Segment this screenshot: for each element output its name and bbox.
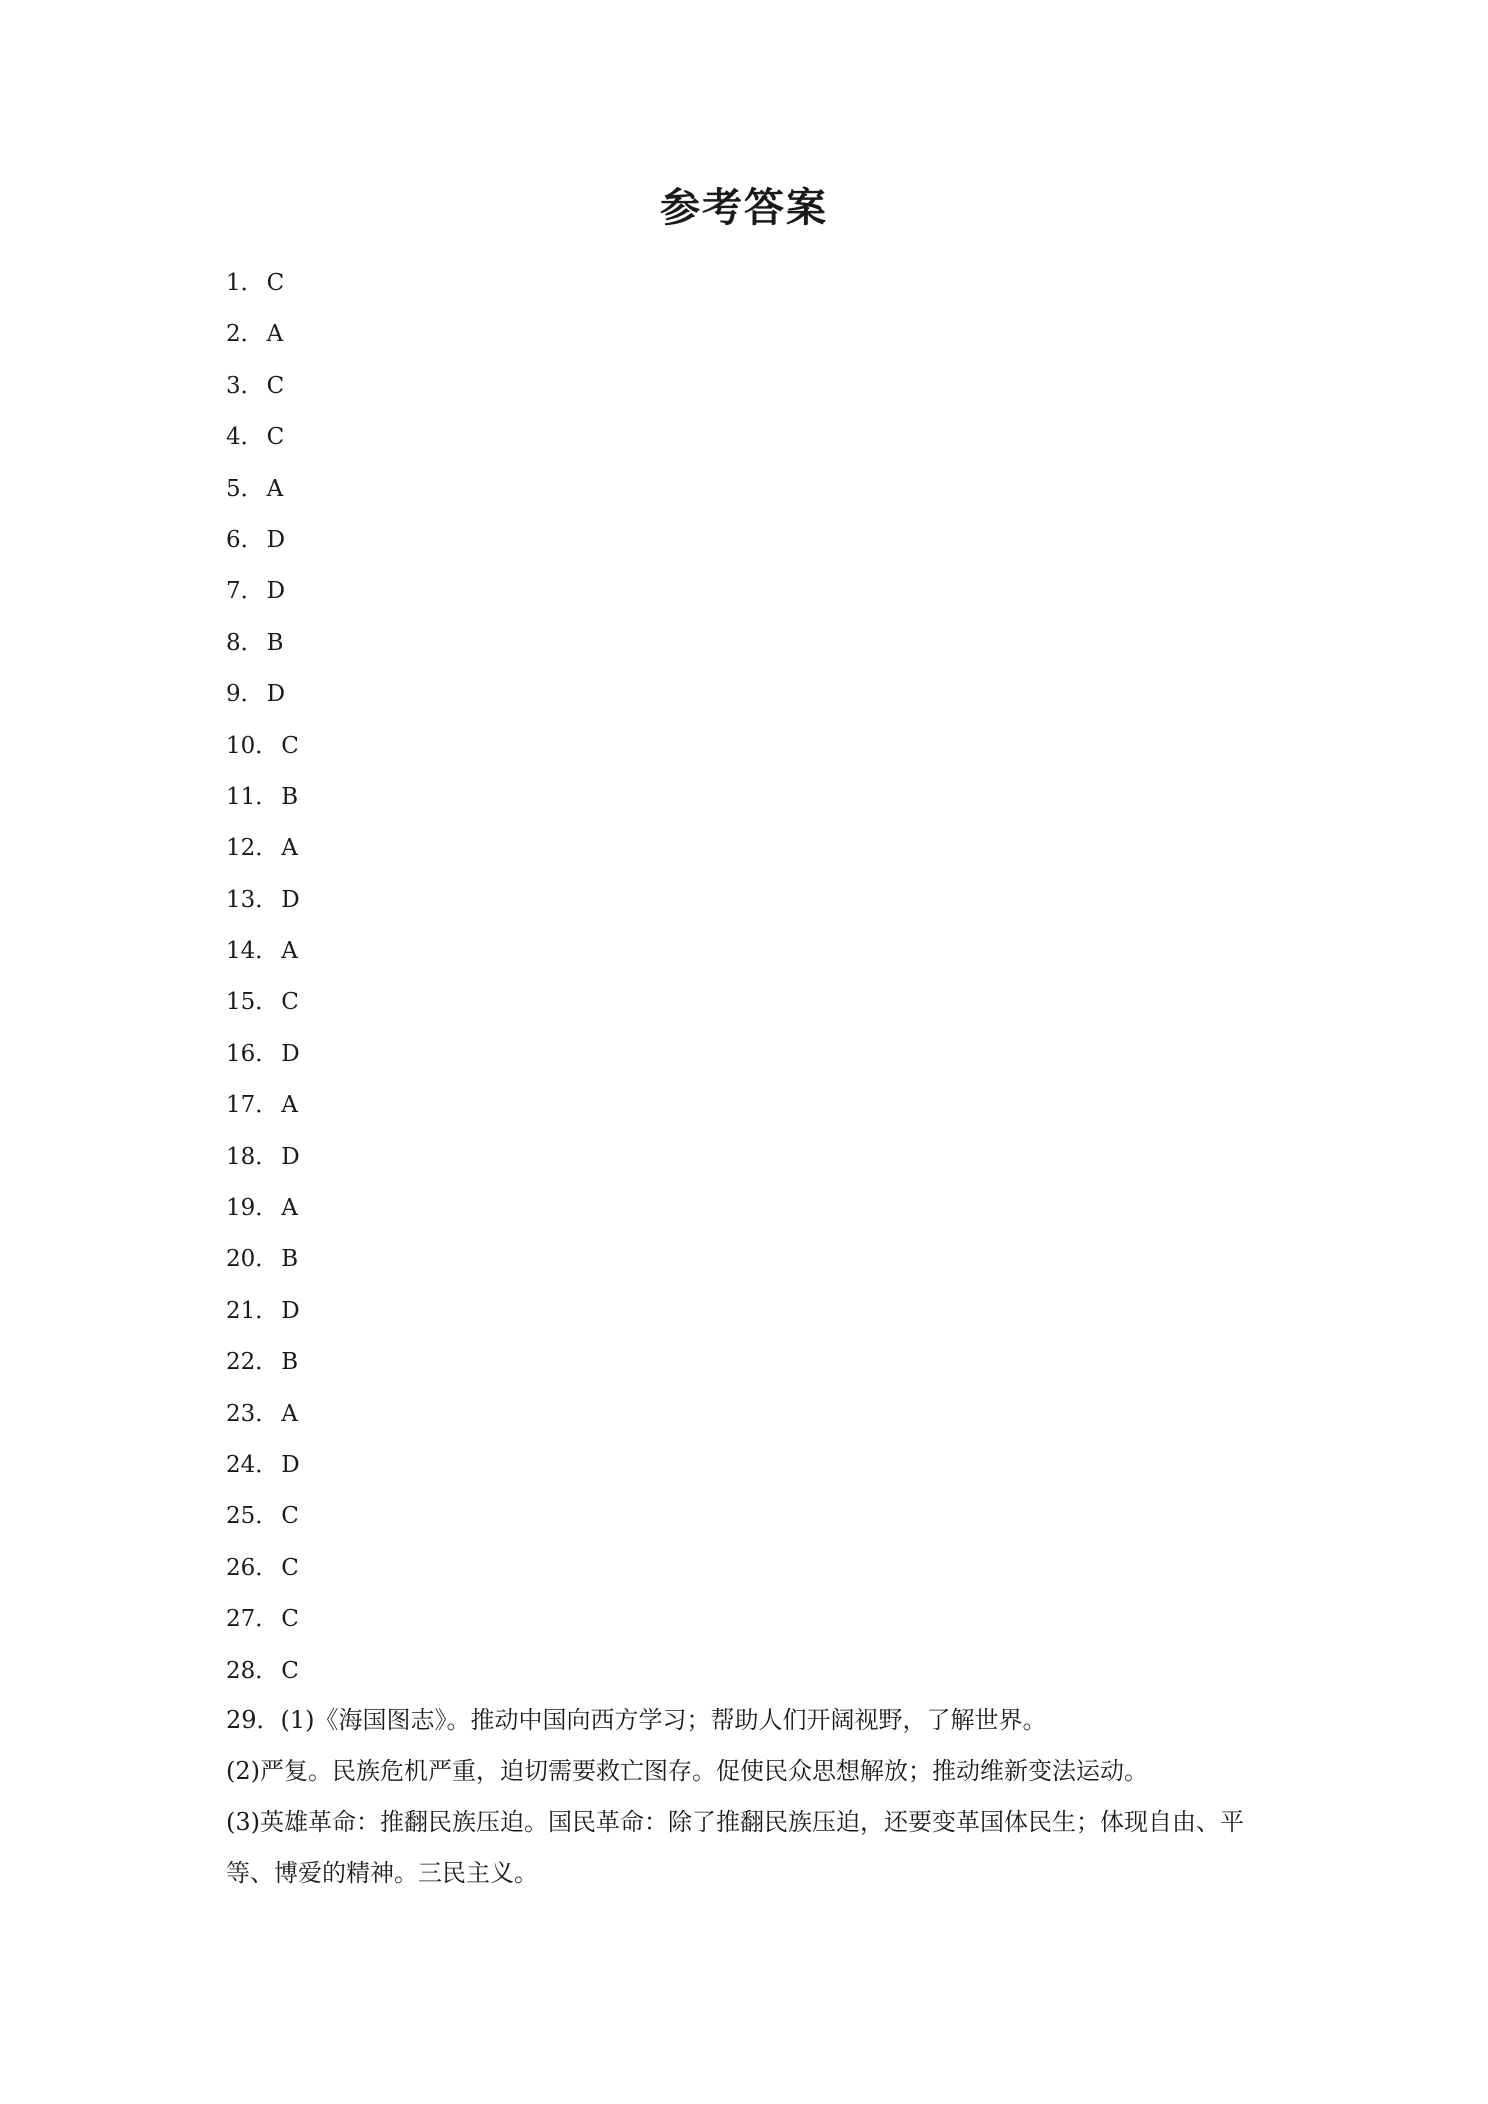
question-number: 12 (226, 835, 256, 862)
question-number: 6 (226, 526, 241, 553)
question-number: 3 (226, 372, 241, 399)
question-number: 16 (226, 1040, 256, 1067)
question-number: 5 (226, 475, 241, 502)
list-item (226, 1646, 1266, 1697)
list-item (226, 1440, 1266, 1491)
list-item (226, 1543, 1266, 1594)
answer-choice: C (281, 1657, 299, 1684)
number-separator: ． (240, 629, 264, 656)
question-number: 2 (226, 321, 241, 348)
answer-choice: A (281, 938, 298, 965)
number-separator: ． (255, 938, 279, 965)
question-number: 18 (226, 1143, 256, 1170)
question-number: 9 (226, 681, 241, 708)
question-number: 27 (226, 1606, 256, 1633)
answer-choice: A (281, 1092, 298, 1119)
essay-part-1: 29．(1)《海国图志》。推动中国向西方学习；帮助人们开阔视野，了解世界。 (226, 1706, 1047, 1734)
answer-choice: C (281, 1554, 299, 1581)
number-separator: ． (240, 372, 264, 399)
answer-choice: D (281, 1451, 300, 1478)
answer-choice: C (266, 424, 285, 451)
list-item (226, 669, 1266, 720)
list-item (226, 1389, 1266, 1440)
question-number: 21 (226, 1297, 256, 1324)
answer-choice: D (266, 681, 286, 708)
question-number: 15 (226, 989, 256, 1016)
number-separator: ． (255, 1400, 279, 1427)
answer-choice: B (281, 1246, 299, 1273)
question-number: 14 (226, 938, 256, 965)
list-item (226, 1183, 1266, 1234)
list-item (226, 1132, 1266, 1183)
answer-choice: A (281, 835, 298, 862)
answer-choice: C (281, 1503, 299, 1530)
list-item (226, 361, 1266, 412)
answer-choice: D (281, 1143, 300, 1170)
list-item (226, 823, 1266, 874)
list-item (226, 515, 1266, 566)
number-separator: ． (255, 1143, 279, 1170)
question-number: 7 (226, 578, 241, 605)
answer-choice: D (266, 578, 286, 605)
list-item (226, 875, 1266, 926)
number-separator: ． (255, 886, 279, 913)
list-item (226, 1337, 1266, 1388)
list-item (226, 1286, 1266, 1337)
number-separator: ． (255, 1451, 279, 1478)
answer-choice: B (281, 783, 299, 810)
number-separator: ． (240, 475, 264, 502)
question-number: 17 (226, 1092, 256, 1119)
question-number: 25 (226, 1503, 256, 1530)
essay-answer-29 (226, 1695, 1266, 1899)
number-separator: ． (240, 681, 264, 708)
answer-choice: C (281, 1606, 299, 1633)
list-item (226, 258, 1266, 309)
number-separator: ． (255, 783, 279, 810)
number-separator: ． (240, 578, 264, 605)
number-separator: ． (240, 321, 264, 348)
number-separator: ． (255, 1246, 279, 1273)
page-title: 参考答案 (660, 185, 828, 231)
question-number: 13 (226, 886, 256, 913)
answer-choice: D (266, 526, 286, 553)
list-item (226, 1080, 1266, 1131)
question-number: 19 (226, 1195, 256, 1222)
list-item (226, 412, 1266, 463)
number-separator: ． (255, 732, 279, 759)
list-item (226, 1491, 1266, 1542)
question-number: 10 (226, 732, 256, 759)
list-item (226, 926, 1266, 977)
answer-choice: A (281, 1195, 298, 1222)
question-number: 1 (226, 270, 241, 296)
question-number: 24 (226, 1451, 256, 1478)
list-item (226, 1234, 1266, 1285)
question-number: 8 (226, 629, 241, 656)
answer-list (226, 258, 1266, 1697)
list-item (226, 618, 1266, 669)
number-separator: ． (255, 1297, 279, 1324)
essay-part-3: (3)英雄革命：推翻民族压迫。国民革命：除了推翻民族压迫，还要变革国体民生；体现自由、平等、博爱的精神。三民主义。 (226, 1808, 1244, 1887)
number-separator: ． (255, 1349, 279, 1376)
number-separator: ． (255, 1092, 279, 1119)
list-item (226, 566, 1266, 617)
list-item (226, 1594, 1266, 1645)
number-separator: ． (240, 270, 264, 296)
question-number: 4 (226, 424, 241, 451)
number-separator: ． (240, 526, 264, 553)
list-item (226, 464, 1266, 515)
number-separator: ． (255, 835, 279, 862)
question-number: 22 (226, 1349, 256, 1376)
number-separator: ． (255, 1606, 279, 1633)
answer-choice: C (281, 732, 299, 759)
question-number: 28 (226, 1657, 256, 1684)
number-separator: ． (255, 1657, 279, 1684)
list-item (226, 721, 1266, 772)
question-number: 26 (226, 1554, 256, 1581)
list-item (226, 309, 1266, 360)
list-item (226, 772, 1266, 823)
question-number: 20 (226, 1246, 256, 1273)
answer-choice: B (281, 1349, 299, 1376)
answer-choice: D (281, 886, 300, 913)
answer-choice: D (281, 1040, 300, 1067)
answer-choice: C (281, 989, 299, 1016)
answer-choice: A (266, 475, 284, 502)
essay-part-2: (2)严复。民族危机严重，迫切需要救亡图存。促使民众思想解放；推动维新变法运动。 (226, 1757, 1148, 1785)
number-separator: ． (255, 1040, 279, 1067)
answer-choice: A (281, 1400, 298, 1427)
question-number: 23 (226, 1400, 256, 1427)
list-item (226, 1029, 1266, 1080)
list-item (226, 977, 1266, 1028)
number-separator: ． (255, 989, 279, 1016)
answer-choice: C (266, 372, 285, 399)
number-separator: ． (240, 424, 264, 451)
answer-choice: D (281, 1297, 300, 1324)
answer-choice: A (266, 321, 284, 348)
answer-choice: C (266, 270, 285, 296)
answer-choice: B (266, 629, 284, 656)
number-separator: ． (255, 1195, 279, 1222)
number-separator: ． (255, 1503, 279, 1530)
number-separator: ． (255, 1554, 279, 1581)
question-number: 11 (226, 783, 256, 810)
